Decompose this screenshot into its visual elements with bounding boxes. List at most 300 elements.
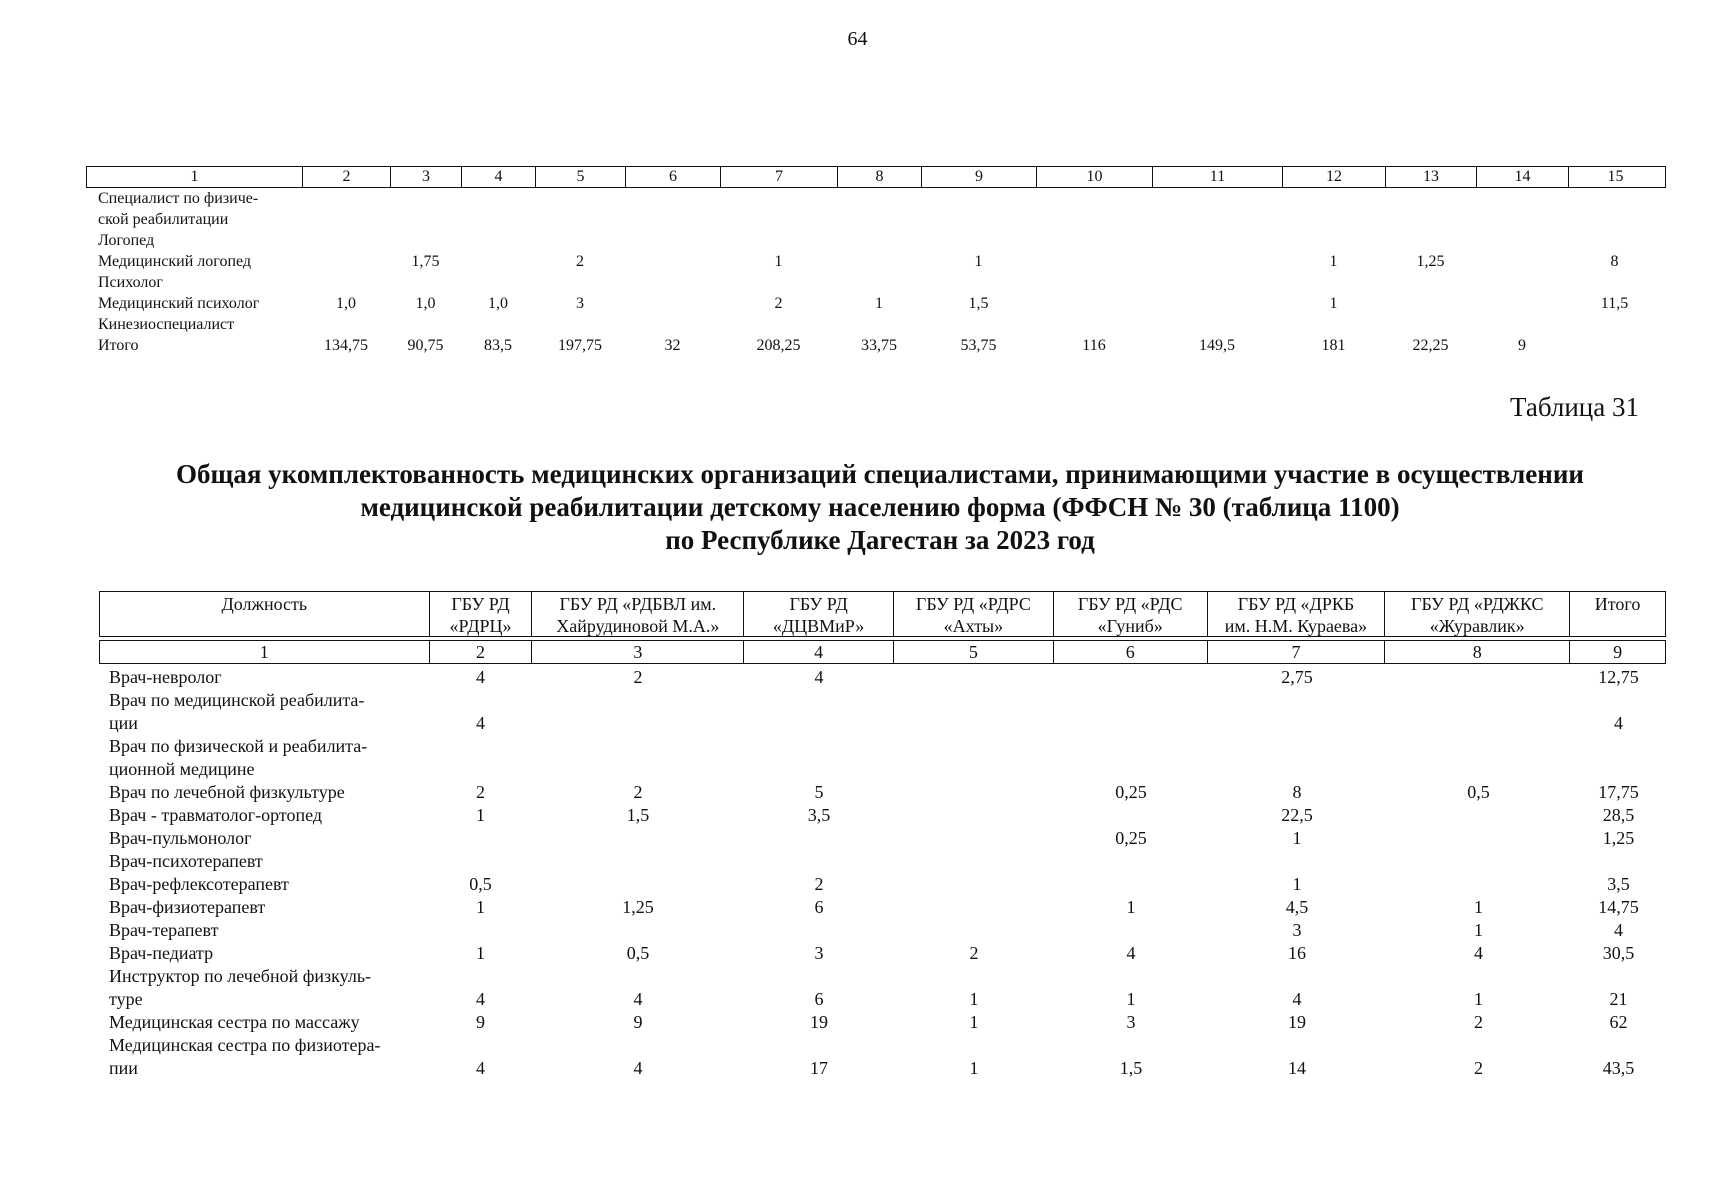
table-cell: 134,75 xyxy=(324,336,368,354)
table-cell xyxy=(894,689,1054,735)
cell-value: 3 xyxy=(1126,1012,1136,1032)
table-row xyxy=(99,666,1666,689)
cell-value: 1 xyxy=(476,897,485,917)
table-cell xyxy=(1208,965,1386,1011)
cell-value: 2 xyxy=(1474,1012,1483,1032)
table-cell xyxy=(532,827,744,850)
cell-value: 28,5 xyxy=(1602,805,1635,825)
cell-value: 4 xyxy=(1292,989,1302,1009)
column-number: 14 xyxy=(1477,167,1569,187)
cell-value: 17,75 xyxy=(1598,782,1639,802)
table-cell xyxy=(1054,666,1208,689)
cell-value: 19 xyxy=(810,1012,828,1032)
table-row xyxy=(99,1011,1666,1034)
column-number: 7 xyxy=(1208,641,1386,663)
cell-value: 1,25 xyxy=(622,897,654,917)
column-header-line: ГБУ РД «РДБВЛ им. xyxy=(559,594,717,614)
cell-value: 3,5 xyxy=(807,805,831,825)
row-label-line: Врач-терапевт xyxy=(109,920,219,940)
title-line: по Республике Дагестан за 2023 год xyxy=(665,525,1095,555)
table-cell: 32 xyxy=(664,336,681,354)
table-cell xyxy=(1571,873,1666,896)
table-cell: 181 xyxy=(1321,336,1346,354)
table-cell xyxy=(1054,965,1208,1011)
title-line: Общая укомплектованность медицинских организаций специалистами, принимающими участие в осуществлении xyxy=(176,459,1584,489)
table-row xyxy=(86,272,1666,293)
column-header xyxy=(1054,592,1208,636)
cell-value: 1 xyxy=(476,943,485,963)
row-label-line: Врач-невролог xyxy=(109,667,222,687)
column-number: 6 xyxy=(626,167,721,187)
title-line: медицинской реабилитации детскому населению форма (ФФСН № 30 (таблица 1100) xyxy=(360,492,1400,522)
column-number: 2 xyxy=(430,641,533,663)
table-cell xyxy=(744,850,894,873)
table-cell: 1 xyxy=(774,252,783,270)
table-row xyxy=(99,735,1666,781)
column-number: 15 xyxy=(1607,168,1624,185)
table-cell: 208,25 xyxy=(756,336,801,354)
table-cell xyxy=(744,689,894,735)
cell-value: 21 xyxy=(1609,989,1628,1009)
cell-value: 3 xyxy=(814,943,824,963)
column-header-line: «РДРЦ» xyxy=(449,616,512,636)
cell-value: 0,5 xyxy=(1467,782,1490,802)
column-header xyxy=(430,592,533,636)
cell-value: 1 xyxy=(1474,920,1483,940)
table-cell xyxy=(1386,666,1571,689)
table-row xyxy=(99,965,1666,1011)
cell-value: 6 xyxy=(814,989,824,1009)
table-cell xyxy=(429,850,532,873)
table-cell xyxy=(894,1034,1054,1080)
table-row xyxy=(99,942,1666,965)
table-cell xyxy=(1386,965,1571,1011)
cell-value: 4,5 xyxy=(1285,897,1309,917)
cell-value: 4 xyxy=(476,667,485,687)
column-header-line: ГБУ РД xyxy=(789,594,848,614)
column-header-line: Хайрудиновой М.А.» xyxy=(556,616,720,636)
table-title xyxy=(100,458,1660,557)
row-label: Итого xyxy=(98,336,139,354)
table-cell: 1 xyxy=(974,252,983,270)
table-cell xyxy=(1208,689,1386,735)
column-header-line: ГБУ РД «РДЖКС xyxy=(1411,594,1544,614)
column-header-line: Должность xyxy=(221,594,308,614)
table-row xyxy=(99,919,1666,942)
table-cell: 53,75 xyxy=(960,336,997,354)
table-row xyxy=(99,689,1666,735)
table-row xyxy=(99,873,1666,896)
cell-value: 4 xyxy=(814,667,824,687)
cell-value: 3,5 xyxy=(1607,874,1630,894)
table-cell xyxy=(1208,666,1386,689)
row-label xyxy=(99,666,429,689)
cell-value: 9 xyxy=(633,1012,643,1032)
table-cell xyxy=(1208,919,1386,942)
cell-value: 1 xyxy=(1292,874,1302,894)
cell-value: 6 xyxy=(814,897,824,917)
row-label: Кинезиоспециалист xyxy=(98,315,235,333)
table-cell xyxy=(1208,1011,1386,1034)
table-cell: 1 xyxy=(1329,294,1338,312)
table-cell xyxy=(1386,873,1571,896)
table-cell: 22,25 xyxy=(1412,336,1449,354)
cell-value: 14 xyxy=(1288,1058,1306,1078)
table-row xyxy=(86,293,1666,314)
table-row xyxy=(86,251,1666,272)
column-number: 1 xyxy=(100,641,430,663)
cell-value: 4 xyxy=(633,1058,643,1078)
table-cell xyxy=(1571,850,1666,873)
cell-value: 3 xyxy=(1292,920,1302,940)
cell-value: 4 xyxy=(1614,713,1623,733)
table-row xyxy=(99,1034,1666,1080)
table-cell xyxy=(1054,735,1208,781)
row-label-line: Врач-пульмонолог xyxy=(109,828,252,848)
column-header-line: «ДЦВМиР» xyxy=(772,616,865,636)
table-cell xyxy=(744,781,894,804)
row-label xyxy=(99,689,429,735)
table-cell: 1,25 xyxy=(1416,252,1445,270)
row-label xyxy=(99,1034,429,1080)
table-cell: 11,5 xyxy=(1600,294,1629,312)
table-cell xyxy=(894,827,1054,850)
table-cell xyxy=(894,804,1054,827)
table-cell xyxy=(1208,1034,1386,1080)
table-cell xyxy=(532,919,744,942)
staffing-table-body xyxy=(99,666,1666,1080)
table-cell xyxy=(532,942,744,965)
table-cell xyxy=(1054,804,1208,827)
table-cell xyxy=(1386,896,1571,919)
table-cell xyxy=(1386,781,1571,804)
cell-value: 2 xyxy=(1474,1058,1483,1078)
table-cell xyxy=(894,1011,1054,1034)
cell-value: 1,5 xyxy=(1119,1058,1143,1078)
cell-value: 1,5 xyxy=(626,805,650,825)
table-cell xyxy=(429,896,532,919)
table-cell xyxy=(532,896,744,919)
table-cell: 1,0 xyxy=(336,294,356,312)
table-cell xyxy=(1054,919,1208,942)
table-cell xyxy=(744,896,894,919)
table-label: Таблица 31 xyxy=(1510,392,1639,422)
cell-value: 0,5 xyxy=(469,874,492,894)
staffing-table xyxy=(99,591,1666,1080)
table-cell: 197,75 xyxy=(558,336,602,354)
column-number: 5 xyxy=(536,167,626,187)
table-cell xyxy=(1571,666,1666,689)
table-cell xyxy=(1571,1034,1666,1080)
table-cell xyxy=(1054,942,1208,965)
table-cell xyxy=(1208,781,1386,804)
table-cell xyxy=(532,804,744,827)
table-cell: 116 xyxy=(1082,336,1106,354)
cell-value: 19 xyxy=(1288,1012,1306,1032)
table-cell xyxy=(1386,919,1571,942)
table-cell xyxy=(429,689,532,735)
table-cell xyxy=(429,1034,532,1080)
cell-value: 4 xyxy=(476,1058,485,1078)
column-number: 6 xyxy=(1054,641,1208,663)
column-number: 8 xyxy=(1385,641,1570,663)
table-cell xyxy=(894,666,1054,689)
column-number: 12 xyxy=(1283,167,1386,187)
row-label xyxy=(99,919,429,942)
table-cell xyxy=(1054,827,1208,850)
table-cell xyxy=(744,873,894,896)
table-cell: 1 xyxy=(1329,252,1338,270)
row-label: ской реабилитации xyxy=(98,210,229,228)
table-row xyxy=(86,335,1666,356)
table-cell xyxy=(1208,873,1386,896)
table-cell xyxy=(532,735,744,781)
column-header xyxy=(744,592,894,636)
table-row xyxy=(86,188,1666,209)
cell-value: 2 xyxy=(476,782,485,802)
table-cell xyxy=(894,942,1054,965)
table-cell xyxy=(1208,942,1386,965)
cell-value: 1 xyxy=(1474,989,1483,1009)
table-cell: 1,0 xyxy=(488,294,508,312)
cell-value: 17 xyxy=(810,1058,828,1078)
table-cell xyxy=(1571,942,1666,965)
row-label-line: Врач-рефлексотерапевт xyxy=(109,874,289,894)
cell-value: 5 xyxy=(814,782,824,802)
cell-value: 1,25 xyxy=(1602,828,1635,848)
table-cell xyxy=(1571,896,1666,919)
column-header-line: ГБУ РД xyxy=(451,594,510,614)
table-cell xyxy=(1386,827,1571,850)
table-cell: 90,75 xyxy=(407,336,444,354)
cell-value: 14,75 xyxy=(1598,897,1639,917)
table-cell xyxy=(532,873,744,896)
column-header xyxy=(100,592,430,636)
column-number: 13 xyxy=(1386,167,1477,187)
row-label-line: туре xyxy=(109,989,143,1009)
row-label-line: Врач-педиатр xyxy=(109,943,214,963)
cell-value: 4 xyxy=(633,989,643,1009)
table-cell xyxy=(744,942,894,965)
continuation-table-header xyxy=(86,166,1666,188)
row-label xyxy=(99,827,429,850)
table-row xyxy=(99,850,1666,873)
table-cell xyxy=(1571,781,1666,804)
table-cell xyxy=(894,896,1054,919)
row-label: Медицинский психолог xyxy=(98,294,260,312)
table-cell xyxy=(744,1034,894,1080)
row-label xyxy=(99,896,429,919)
row-label xyxy=(99,850,429,873)
cell-value: 1 xyxy=(1474,897,1483,917)
table-row xyxy=(86,314,1666,335)
table-cell xyxy=(1054,1011,1208,1034)
table-cell xyxy=(1386,689,1571,735)
column-number: 2 xyxy=(303,167,391,187)
column-header-line: ГБУ РД «РДС xyxy=(1077,594,1183,614)
table-cell: 1,0 xyxy=(415,294,436,312)
table-cell xyxy=(532,689,744,735)
cell-value: 2 xyxy=(969,943,979,963)
row-label-line: Медицинская сестра по массажу xyxy=(109,1012,360,1032)
row-label xyxy=(99,965,429,1011)
table-cell xyxy=(1054,896,1208,919)
table-cell: 33,75 xyxy=(861,336,897,354)
table-cell xyxy=(1208,735,1386,781)
table-cell xyxy=(429,804,532,827)
column-number: 8 xyxy=(838,167,922,187)
row-label xyxy=(99,1011,429,1034)
table-cell xyxy=(532,850,744,873)
table-cell xyxy=(1571,735,1666,781)
table-cell: 1 xyxy=(875,294,883,312)
column-number: 7 xyxy=(721,167,838,187)
column-header-line: «Журавлик» xyxy=(1429,616,1525,636)
cell-value: 1 xyxy=(1126,897,1136,917)
column-number: 3 xyxy=(391,167,462,187)
table-row xyxy=(86,230,1666,251)
cell-value: 62 xyxy=(1609,1012,1628,1032)
column-header-line: «Гуниб» xyxy=(1097,616,1163,636)
row-label: Специалист по физиче- xyxy=(98,189,259,207)
column-number: 5 xyxy=(894,641,1054,663)
column-number: 3 xyxy=(532,641,744,663)
table-cell xyxy=(1571,919,1666,942)
cell-value: 1 xyxy=(476,805,485,825)
table-cell xyxy=(744,1011,894,1034)
table-cell xyxy=(894,965,1054,1011)
table-cell xyxy=(744,804,894,827)
column-header-line: ГБУ РД «РДРС xyxy=(915,594,1031,614)
table-cell xyxy=(1386,1034,1571,1080)
table-cell: 2 xyxy=(774,294,783,312)
cell-value: 1 xyxy=(969,1058,979,1078)
cell-value: 9 xyxy=(476,1012,485,1032)
table-cell xyxy=(429,873,532,896)
column-header xyxy=(1385,592,1570,636)
table-cell xyxy=(1571,1011,1666,1034)
row-label-line: Врач-физиотерапевт xyxy=(109,897,266,917)
column-header xyxy=(532,592,744,636)
cell-value: 0,25 xyxy=(1115,828,1147,848)
cell-value: 1 xyxy=(969,989,979,1009)
row-label-line: Врач по медицинской реабилита- xyxy=(109,690,365,710)
table-cell xyxy=(1208,850,1386,873)
row-label: Психолог xyxy=(98,273,163,291)
cell-value: 4 xyxy=(476,989,485,1009)
table-row xyxy=(99,781,1666,804)
cell-value: 4 xyxy=(1614,920,1623,940)
cell-value: 1 xyxy=(1292,828,1302,848)
cell-value: 0,25 xyxy=(1115,782,1147,802)
table-cell xyxy=(429,666,532,689)
table-cell xyxy=(1208,804,1386,827)
column-number: 10 xyxy=(1037,167,1153,187)
column-header xyxy=(1570,592,1665,636)
column-header-line: «Ахты» xyxy=(943,616,1004,636)
row-label xyxy=(99,804,429,827)
column-header-line: ГБУ РД «ДРКБ xyxy=(1237,594,1355,614)
row-label-line: Врач - травматолог-ортопед xyxy=(109,805,323,825)
table-cell xyxy=(1054,1034,1208,1080)
table-cell xyxy=(894,735,1054,781)
cell-value: 4 xyxy=(476,713,485,733)
cell-value: 43,5 xyxy=(1602,1058,1635,1078)
column-number: 9 xyxy=(1613,642,1623,662)
row-label xyxy=(99,781,429,804)
column-header xyxy=(894,592,1054,636)
column-number: 9 xyxy=(922,167,1037,187)
table-cell xyxy=(1208,827,1386,850)
table-cell xyxy=(1571,689,1666,735)
column-header-line: Итого xyxy=(1594,594,1641,614)
cell-value: 2 xyxy=(633,667,643,687)
table-cell xyxy=(1386,942,1571,965)
cell-value: 0,5 xyxy=(626,943,650,963)
cell-value: 30,5 xyxy=(1602,943,1635,963)
column-number: 4 xyxy=(462,167,536,187)
row-label-line: Врач по лечебной физкультуре xyxy=(109,782,345,802)
row-label: Логопед xyxy=(98,231,155,249)
continuation-table xyxy=(86,166,1666,356)
table-cell xyxy=(1386,1011,1571,1034)
cell-value: 2 xyxy=(814,874,824,894)
table-row xyxy=(99,896,1666,919)
table-cell xyxy=(429,1011,532,1034)
table-cell: 1,5 xyxy=(968,294,989,312)
staffing-table-header xyxy=(99,591,1666,637)
table-cell xyxy=(894,873,1054,896)
column-number: 11 xyxy=(1153,167,1283,187)
row-label-line: Медицинская сестра по физиотера- xyxy=(109,1035,381,1055)
table-cell: 83,5 xyxy=(484,336,512,354)
table-cell xyxy=(532,666,744,689)
page-number: 64 xyxy=(847,28,868,50)
table-row xyxy=(86,209,1666,230)
column-number: 1 xyxy=(87,167,303,187)
table-cell xyxy=(429,942,532,965)
table-cell: 149,5 xyxy=(1199,336,1235,354)
row-label xyxy=(99,942,429,965)
table-cell xyxy=(1386,850,1571,873)
column-number: 4 xyxy=(744,641,894,663)
table-cell xyxy=(532,1011,744,1034)
cell-value: 1 xyxy=(1126,989,1136,1009)
table-cell xyxy=(429,781,532,804)
row-label-line: пии xyxy=(109,1058,138,1078)
table-cell: 3 xyxy=(576,294,584,312)
cell-value: 4 xyxy=(1474,943,1483,963)
table-cell xyxy=(532,781,744,804)
table-cell xyxy=(1054,873,1208,896)
row-label: Медицинский логопед xyxy=(98,252,252,270)
cell-value: 16 xyxy=(1288,943,1306,963)
cell-value: 8 xyxy=(1292,782,1302,802)
continuation-table-body xyxy=(86,188,1666,356)
cell-value: 22,5 xyxy=(1281,805,1313,825)
table-cell xyxy=(429,965,532,1011)
cell-value: 2,75 xyxy=(1281,667,1313,687)
table-cell: 8 xyxy=(1610,252,1619,270)
table-cell xyxy=(1571,965,1666,1011)
row-label-line: ции xyxy=(109,713,138,733)
table-row xyxy=(99,804,1666,827)
row-label xyxy=(99,735,429,781)
row-label-line: Врач-психотерапевт xyxy=(109,851,263,871)
table-cell xyxy=(1571,827,1666,850)
cell-value: 1 xyxy=(969,1012,979,1032)
table-cell xyxy=(744,919,894,942)
